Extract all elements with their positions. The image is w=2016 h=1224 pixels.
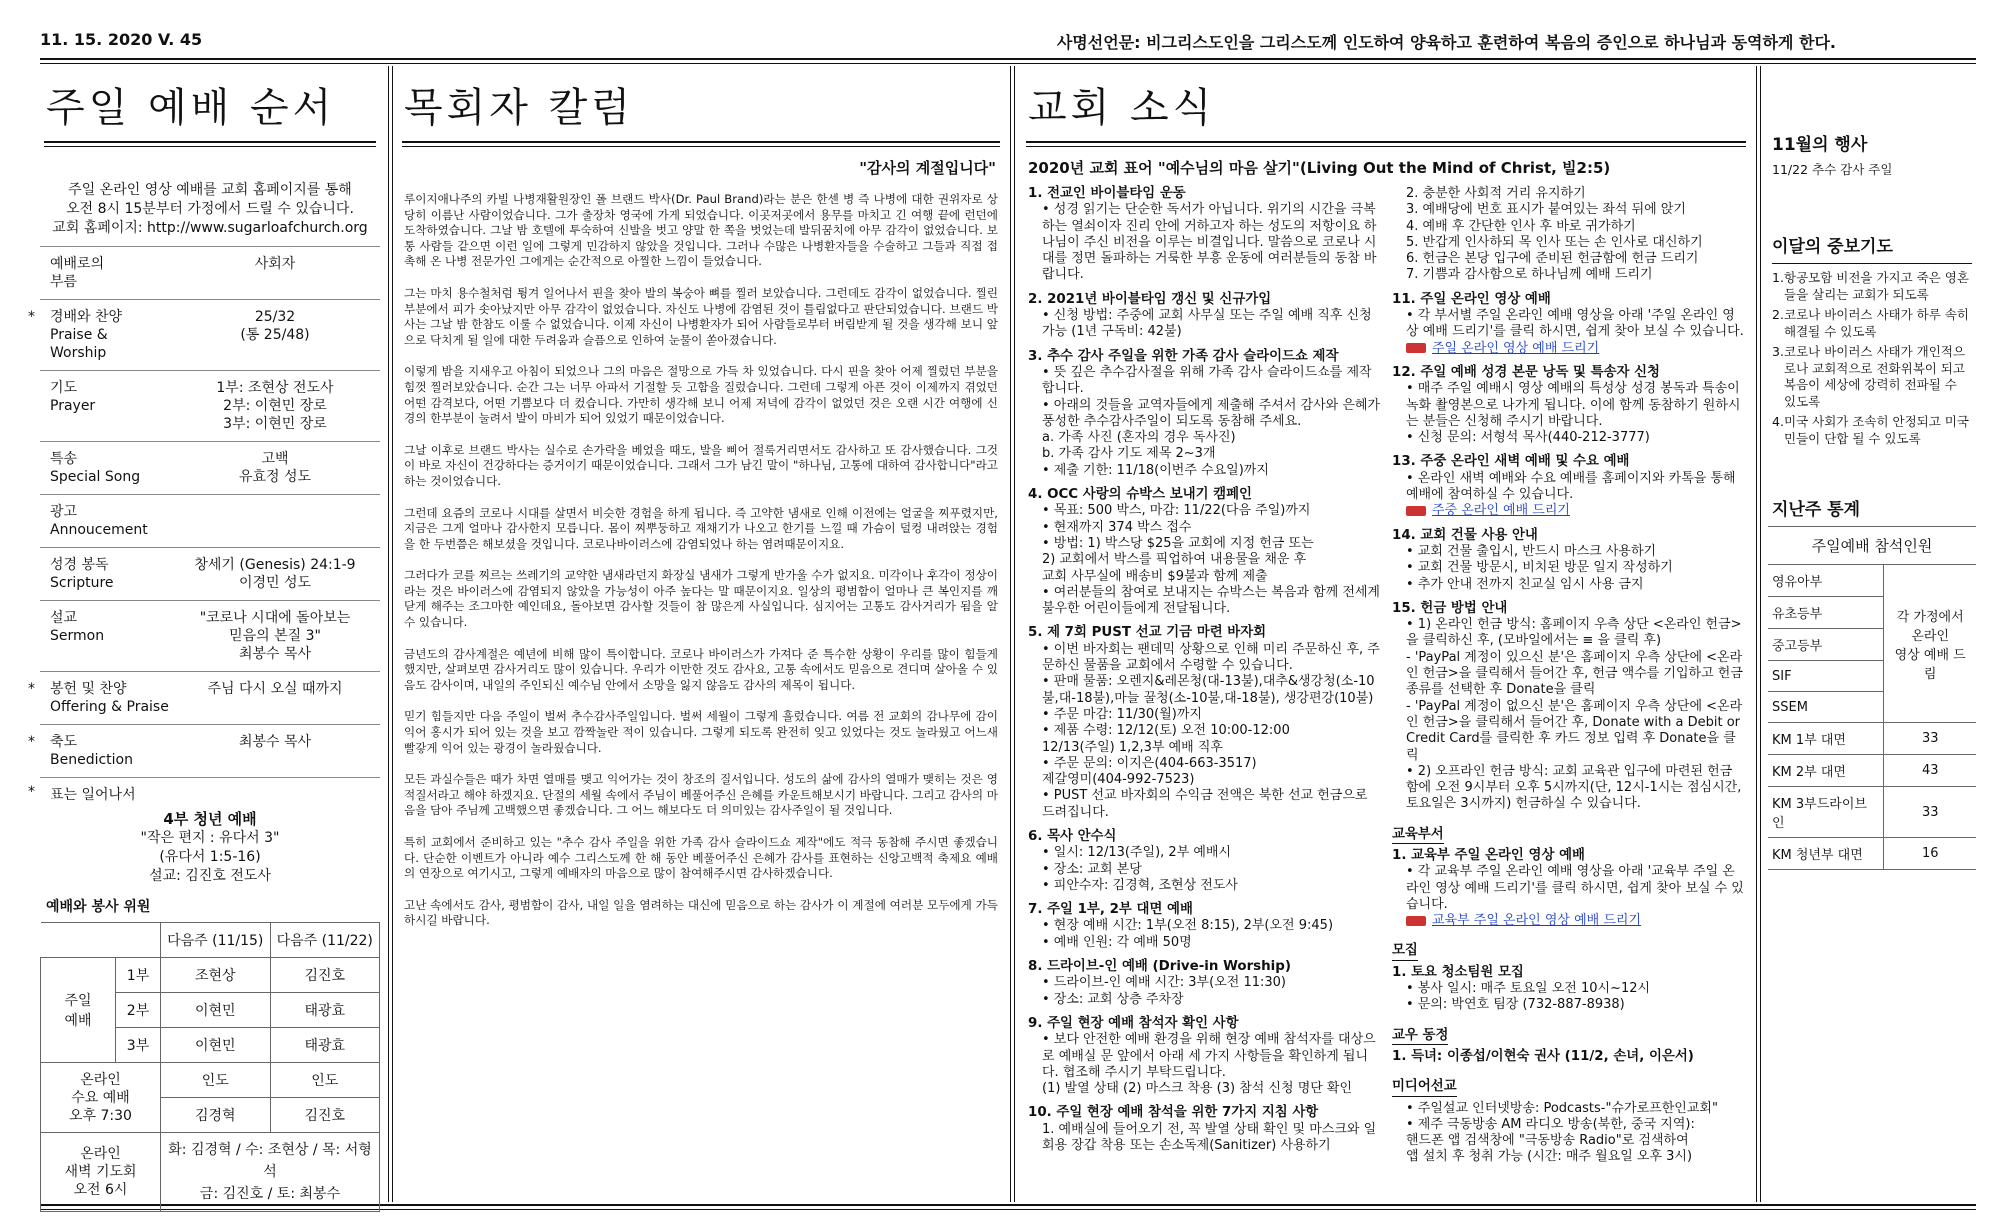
prayer-number: 4. [1772, 414, 1784, 429]
news-item [1028, 292, 1380, 341]
news-item-title: 3. 추수 감사 주일을 위한 가족 감사 슬라이드쇼 제작 [1028, 348, 1339, 364]
arrow-icon [1406, 343, 1426, 353]
table-group: 온라인 새벽 기도회 오전 6시 [41, 1133, 161, 1212]
news-item [1392, 1049, 1744, 1065]
news-item [1028, 902, 1380, 951]
top-rule [40, 58, 1976, 64]
news-item-title: 10. 주일 현장 예배 참석을 위한 7가지 지침 사항 [1028, 1105, 1319, 1121]
news-item-body: • 목표: 500 박스, 마감: 11/22(다음 주일)까지 • 현재까지 374 박스 접수 • 방법: 1) 박스당 $25을 교회에 지정 헌금 또는 2) 교회에서 박스를 픽업하여 내용물을 채운 후 교회 사무실에 배송비 $9불과 함께 제출 • 여러분들의 참여로 보내지는 슈박스는 복음과 함께 전세계 불우한 어린이들에게 전달됩니다. [1042, 503, 1380, 617]
attendance-label: KM 1부 대면 [1768, 723, 1884, 755]
prayer-text: 코로나 바이러스 사태가 하루 속히 해결될 수 있도록 [1784, 307, 1969, 339]
note-text: 표는 일어나서 [50, 787, 136, 803]
column-paragraph: 금년도의 감사계절은 예년에 비해 많이 특이합니다. 코로나 바이러스가 가져다 준 특수한 상황이 우리를 많이 힘들게 했지만, 살펴보면 감사거리도 많이 있습니다. 우리가 이만한 것도 감사요, 고통 속에서도 믿음으로 견디며 살아올 수 있음도 감사이며, 내일의 주인되신 예수님 안에서 소망을 잃지 않음도 감사의 제목이 됩니다. [404, 646, 998, 692]
column-paragraph: 특히 교회에서 준비하고 있는 "추수 감사 주일을 위한 가족 감사 슬라이드쇼 제작"에도 적극 동참해 주시면 좋겠습니다. 단순한 이벤트가 아니라 예수 그리스도께 한 해 동안 베풀어주신 은혜가 감사를 표현하는 신앙고백적 축제요 예배의 연장으로 여기시고, 그렇게 예배자의 마음으로 많이 참여해주시면 감사하겠습니다. [404, 835, 998, 881]
news-item-body: • 보다 안전한 예배 환경을 위해 현장 예배 참석자를 대상으로 예배실 문 앞에서 아래 세 가지 사항들을 확인하게 됩니다. 협조해 주시기 부탁드립니다. (1) 발열 상태 (2) 마스크 착용 (3) 참석 신청 명단 확인 [1042, 1032, 1376, 1097]
news-item [1028, 186, 1380, 284]
column-divider [1010, 66, 1015, 1202]
order-item-name: 기도 Prayer [50, 380, 96, 414]
video-link[interactable] [1392, 503, 1744, 519]
stats-heading: 지난주 통계 [1772, 500, 1861, 520]
order-item-name: 예배로의 부름 [50, 256, 105, 290]
news-item [1028, 625, 1380, 821]
youth-title: 4부 청년 예배 [163, 810, 257, 828]
table-cell: 김진호 [270, 1098, 380, 1133]
news-item-title: 8. 드라이브-인 예배 (Drive-in Worship) [1028, 959, 1291, 975]
attendance-value: 33 [1884, 787, 1976, 838]
church-news-column [1022, 66, 1750, 1202]
news-item [1392, 601, 1744, 813]
event-item: 11/22 추수 감사 주일 [1772, 162, 1893, 177]
news-item-body: • 이번 바자회는 팬데믹 상황으로 인해 미리 주문하신 후, 주문하신 물품을 교회에서 수령할 수 있습니다. • 판매 물품: 오렌지&레몬청(대-13불),대추&생강청(소-10불,대-18불),마늘 꿀청(소-10불,대-18불), 생강편강(10불) • 주문 마감: 11/30(월)까지 • 제품 수령: 12/12(토) 오전 10:00-12:00 12/13(주일) 1,2,3부 예배 직후 • 주문 문의: 이지은(404-663-3517) 제갈영미(404-992-7523) • PUST 선교 바자회의 수익금 전액은 북한 선교 헌금으로 드려집니다. [1042, 641, 1380, 820]
attendance-label: SIF [1768, 661, 1884, 692]
prayer-item [1768, 307, 1976, 344]
news-title: 교회 소식 [1028, 85, 1216, 131]
table-row [1768, 838, 1976, 870]
order-item-name: 경배와 찬양 Praise & Worship [50, 309, 123, 361]
pastor-column [398, 66, 1004, 1202]
prayer-heading: 이달의 중보기도 [1772, 237, 1893, 257]
news-right [1386, 186, 1750, 1166]
news-item-title: 14. 교회 건물 사용 안내 [1392, 527, 1538, 543]
news-item-body: • 각 부서별 주일 온라인 예배 영상을 아래 '주일 온라인 영상 예배 드리기'를 클릭 하시면, 쉽게 찾아 보실 수 있습니다. [1406, 308, 1744, 340]
link-label: 주일 온라인 영상 예배 드리기 [1432, 340, 1600, 356]
prayer-item [1768, 270, 1976, 307]
youth-scripture: (유다서 1:5-16) [159, 849, 261, 865]
news-item-body: • 매주 주일 예배시 영상 예배의 특성상 성경 봉독과 특송이 녹화 촬영본으로 나가게 됩니다. 이에 함께 동참하기 원하시는 분들은 신청해 주시기 바랍니다. • 신청 문의: 서형석 목사(440-212-3777) [1406, 381, 1741, 446]
news-item [1028, 959, 1380, 1008]
news-item-title: 7. 주일 1부, 2부 대면 예배 [1028, 902, 1193, 918]
news-right-items [1392, 292, 1744, 813]
column-paragraph: 루이지애나주의 카빌 나병재활원장인 폴 브랜드 박사(Dr. Paul Brand)라는 분은 한센 병 즉 나병에 대한 권위자로 상당히 이름난 사람이었습니다. 그가 출장차 영국에 가게 되었습니다. 이곳저곳에서 용무를 마치고 긴 여행 끝에 런던에 도착하였습니다. 그날 밤 호텔에 투숙하여 신발을 벗고 양말 한 쪽을 벗었는데 발뒤꿈치에 아무 감각이 없었습니다. 보통 사람들 같으면 이런 일에 그렇게 민감하지 않았을 것입니다. 그러나 수많은 나병환자들을 수술하고 그들과 직접 접촉해 온 나병 전문가인 그에게는 순간적으로 아찔한 느낌이 들었습니다. [404, 192, 998, 269]
order-row [40, 247, 380, 300]
prayer-number: 2. [1772, 307, 1784, 322]
table-cell [41, 923, 161, 958]
star-marker: * [28, 734, 35, 750]
order-list [28, 246, 380, 778]
table-row [1768, 787, 1976, 838]
news-item-title: 1. 교육부 주일 온라인 영상 예배 [1392, 847, 1585, 863]
column-body [398, 192, 1004, 929]
standing-note [28, 778, 380, 810]
order-row [28, 725, 380, 778]
attendance-label: 유초등부 [1768, 597, 1884, 629]
section-heading: 모집 [1392, 943, 1418, 960]
news-item-body: • 봉사 일시: 매주 토요일 오전 10시~12시 • 문의: 박연호 팀장 (732-887-8938) [1406, 981, 1651, 1013]
news-item-body: 1. 예배실에 들어오기 전, 꼭 발열 상태 확인 및 마스크와 일회용 장갑 착용 또는 손소독제(Sanitizer) 사용하기 [1042, 1121, 1377, 1154]
table-cell: 3부 [116, 1028, 161, 1063]
order-item-name: 축도 Benediction [50, 734, 133, 768]
table-cell: 인도 [270, 1063, 380, 1098]
news-item-body: • 온라인 새벽 예배와 수요 예배를 홈페이지와 카톡을 통해 예배에 참여하실 수 있습니다. [1406, 470, 1736, 503]
youth-sermon: "작은 편지 : 유다서 3" [140, 830, 280, 846]
news-item [1028, 1105, 1380, 1154]
news-item-title: 4. OCC 사랑의 슈박스 보내기 캠페인 [1028, 487, 1252, 503]
attendance-label: KM 3부드라이브인 [1768, 787, 1884, 838]
news-item-body: • 교회 건물 출입시, 반드시 마스크 사용하기 • 교회 건물 방문시, 비치된 방문 일지 작성하기 • 추가 안내 전까지 친교실 임시 사용 금지 [1406, 543, 1673, 592]
table-cell: 2부 [116, 993, 161, 1028]
online-intro [44, 181, 376, 238]
attendance-label: 영유아부 [1768, 565, 1884, 597]
star-marker: * [28, 681, 35, 697]
prayer-list [1768, 270, 1976, 451]
pastor-column-title: 목회자 칼럼 [404, 85, 634, 131]
column-paragraph: 모든 과실수들은 때가 차면 열매를 맺고 익어가는 것이 창조의 질서입니다. 성도의 삶에 감사의 열매가 맺히는 것은 영적질서라고 해야 하겠지요. 단절의 세월 속에서 주님이 베풀어주신 은혜를 카운트해보시기 바랍니다. 그리고 감사의 마음을 담아 주님께 고백했으면 좋겠습니다. 그 어느 해보다도 더 의미있는 감사주일이 될 것입니다. [404, 772, 998, 818]
news-item-body: • 성경 읽기는 단순한 독서가 아닙니다. 위기의 시간을 극복하는 열쇠이자 진리 안에 거하고자 하는 성도의 저항이요 하나님이 주신 비전을 이루는 비결입니다. 말씀으로 코로나 시대를 정면 돌파하는 거룩한 부흥 운동에 여러분들의 동참 바랍니다. [1042, 202, 1377, 283]
dawn-line: 금: 김진호 / 토: 최봉수 [199, 1186, 341, 1202]
news-item-body: • 신청 방법: 주중에 교회 사무실 또는 주일 예배 직후 신청 가능 (1년 구독비: 42불) [1042, 308, 1372, 340]
worship-order-column [28, 66, 380, 1202]
news-item-title: 15. 헌금 방법 안내 [1392, 600, 1508, 616]
arrow-icon [1406, 506, 1426, 516]
prayer-text: 코로나 바이러스 사태가 개인적으로나 교회적으로 전화위복이 되고 복음이 세상에 강력히 전파될 수 있도록 [1784, 344, 1965, 409]
sidebar-spacer [1768, 178, 1976, 222]
table-cell: 태광효 [270, 1028, 380, 1063]
order-item-name: 설교 Sermon [50, 610, 105, 644]
table-group: 온라인 수요 예배 오후 7:30 [41, 1063, 161, 1133]
prayer-item [1768, 414, 1976, 451]
attendance-label: SSEM [1768, 692, 1884, 723]
order-row [40, 442, 380, 495]
attendance-value: 33 [1884, 723, 1976, 755]
news-item [1392, 454, 1744, 519]
order-item-name: 특송 Special Song [50, 451, 141, 485]
news-item [1392, 848, 1744, 929]
arrow-icon [1406, 916, 1426, 926]
star-marker: * [28, 784, 35, 800]
news-item-title: 1. 전교인 바이블타임 운동 [1028, 186, 1186, 201]
order-item-value [170, 495, 380, 547]
order-item-value: 사회자 [254, 256, 296, 272]
news-item [1028, 487, 1380, 617]
column-paragraph: 믿기 힘들지만 다음 주일이 벌써 추수감사주일입니다. 벌써 세월이 그렇게 흘렀습니다. 여름 전 교회의 감나무에 감이 익어 홍시가 되어 있는 것을 보고 깜짝놀란 적이 있습니다. 그렇게 되도록 완전히 잊고 있었다는 것도 놀라웠고 어느새 빨갛게 익어 있는 광경이 놀라웠습니다. [404, 709, 998, 755]
table-cell: 1부 [116, 958, 161, 993]
news-item [1028, 829, 1380, 894]
order-item-name: 봉헌 및 찬양 Offering & Praise [50, 681, 169, 715]
table-cell [161, 1133, 380, 1212]
sidebar-spacer [1768, 66, 1976, 120]
worship-order-title: 주일 예배 순서 [46, 85, 336, 131]
news-item-body: • 1) 온라인 헌금 방식: 홈페이지 우측 상단 <온라인 헌금>을 클릭하신 후, (모바일에서는 ≡ 을 클릭 후) - 'PayPal 계정이 있으신 분'은 홈페이지 우측 상단에 <온라인 헌금>을 클릭해서 들어간 후, 헌금 액수를 기입하고 헌금 종류를 선택한 후 Donate을 클릭 - 'PayPal 계정이 없으신 분'은 홈페이지 우측 상단에 <온라인 헌금>을 클릭해서 들어간 후, Donate with a Debit or Credit Card를 클릭한 후 카드 정보 입력 후 Donate을 클릭 • 2) 오프라인 헌금 방식: 교회 교육관 입구에 마련된 헌금함에 오전 9시부터 오후 5시까지(단, 12시-1시는 점심시간, 토요일은 3시까지) 헌금하실 수 있습니다. [1406, 617, 1743, 812]
table-header: 다음주 (11/22) [270, 923, 380, 958]
news-left [1022, 186, 1386, 1166]
youth-service [40, 810, 380, 886]
news-item-body: • 뜻 깊은 추수감사절을 위해 가족 감사 슬라이드쇼를 제작합니다. • 아래의 것들을 교역자들에게 제출해 주셔서 감사와 은혜가 풍성한 추수감사주일이 되도록 동참해 주세요. a. 가족 사진 (혼자의 경우 독사진) b. 가족 감사 기도 제목 2~3개 • 제출 기한: 11/18(이번주 수요일)까지 [1042, 364, 1380, 478]
order-row [28, 300, 380, 371]
prayer-item [1768, 344, 1976, 414]
table-cell: 김진호 [270, 958, 380, 993]
news-item [1028, 349, 1380, 479]
news-item [1392, 365, 1744, 446]
service-table [40, 922, 380, 1212]
news-item-title: 11. 주일 온라인 영상 예배 [1392, 291, 1551, 307]
homepage-link[interactable]: 교회 홈페이지: http://www.sugarloafchurch.org [52, 220, 368, 236]
order-item-value: 25/32 (통 25/48) [240, 309, 310, 343]
news-item-body: • 각 교육부 주일 온라인 예배 영상을 아래 '교육부 주일 온라인 영상 예배 드리기'를 클릭 하시면, 쉽게 찾아 보실 수 있습니다. [1406, 864, 1744, 912]
news-item-title: 9. 주일 현장 예배 참석자 확인 사항 [1028, 1015, 1239, 1031]
table-group: 주일 예배 [41, 958, 116, 1063]
news-item-body: • 일시: 12/13(주일), 2부 예배시 • 장소: 교회 본당 • 피안수자: 김경혁, 조현상 전도사 [1042, 845, 1238, 893]
news-item-title: 1. 토요 청소팀원 모집 [1392, 964, 1524, 980]
link-label: 교육부 주일 온라인 영상 예배 드리기 [1432, 913, 1642, 929]
news-item-title: 2. 2021년 바이블타임 갱신 및 신규가입 [1028, 291, 1272, 307]
title-rule [402, 141, 1000, 147]
order-item-value: "코로나 시대에 돌아보는 믿음의 본질 3" 최봉수 목사 [199, 610, 351, 662]
column-paragraph: 그러다가 코를 찌르는 쓰레기의 교약한 냄새라던지 화장실 냄새가 그렇게 반가울 수가 없지요. 미각이나 후각이 정상이라는 것은 바이러스에 감염되지 않았을 가능성이 아주 높다는 말 때문이지요. 일상의 평범함이 얼마나 큰 복인지를 깨닫게 해주는 조그마한 예인데요, 돌아보면 감사할 것들이 참 많은게 사실입니다. 심지어는 고통도 감사거리가 됨을 알 수 있습니다. [404, 568, 998, 630]
column-divider [388, 66, 393, 1202]
order-row [40, 601, 380, 672]
news-item-title: 5. 제 7회 PUST 선교 기금 마련 바자회 [1028, 625, 1267, 641]
order-row [28, 672, 380, 725]
order-item-value: 주님 다시 오실 때까지 [207, 681, 343, 697]
table-row [1768, 565, 1976, 597]
table-cell: 이현민 [161, 1028, 271, 1063]
order-item-value: 1부: 조현상 전도사 2부: 이현민 장로 3부: 이현민 장로 [216, 380, 334, 432]
section-heading: 교육부서 [1392, 827, 1444, 844]
order-item-value: 고백 유효정 성도 [238, 451, 312, 485]
sidebar-column [1768, 66, 1976, 1202]
guideline-list: 2. 충분한 사회적 거리 유지하기 3. 예배당에 번호 표시가 붙여있는 좌석 뒤에 앉기 4. 예배 후 간단한 인사 후 바로 귀가하기 5. 반갑게 인사하되 목 인사 또는 손 인사로 대신하기 6. 헌금은 본당 입구에 준비된 헌금함에 헌금 드리기 7. 기쁨과 감사함으로 하나님께 예배 드리기 [1406, 186, 1703, 283]
youth-preacher: 설교: 김진호 전도사 [149, 868, 271, 884]
link-label: 주중 온라인 예배 드리기 [1432, 503, 1570, 519]
sidebar-spacer [1768, 451, 1976, 485]
attendance-merged: 각 가정에서 온라인 영상 예배 드림 [1884, 565, 1976, 723]
church-theme: 2020년 교회 표어 "예수님의 마음 살기"(Living Out the Mind of Christ, 빌2:5) [1028, 159, 1611, 177]
column-paragraph: 이렇게 밤을 지새우고 아침이 되었으나 그의 마음은 절망으로 가득 차 있었습니다. 다시 핀을 찾아 어제 찔렀던 부분을 힘껏 찔러보았습니다. 순간 그는 너무 아파서 기절할 듯 고함을 질렀습니다. 그런데 그렇게 아픈 것이 이제까지 겪었던 어떤 감격보다, 어떤 기쁨보다 더 컸습니다. 가만히 생각해 보니 어제 저녁에 감각이 없었던 것은 오랜 시간 여행에 신경의 한부분이 눌려서 발이 마비가 되어 있었기 때문이었습니다. [404, 364, 998, 426]
column-subtitle: "감사의 계절입니다" [859, 159, 996, 177]
table-cell: 조현상 [161, 958, 271, 993]
order-item-value: 창세기 (Genesis) 24:1-9 이경민 성도 [194, 557, 356, 591]
divider [1772, 263, 1972, 264]
order-row [40, 548, 380, 601]
section-heading: 미디어선교 [1392, 1079, 1457, 1096]
star-marker: * [28, 309, 35, 325]
news-item-title: 13. 주중 온라인 새벽 예배 및 수요 예배 [1392, 454, 1630, 470]
news-item [1392, 528, 1744, 593]
attendance-label: 중고등부 [1768, 629, 1884, 661]
intro-line: 오전 8시 15분부터 가정에서 드릴 수 있습니다. [66, 201, 354, 217]
mission-statement: 사명선언문: 비그리스도인을 그리스도께 인도하여 양육하고 훈련하여 복음의 증인으로 하나님과 동역하게 한다. [1056, 33, 1836, 52]
column-divider [1756, 66, 1761, 1202]
news-item-body: • 드라이브-인 예배 시간: 3부(오전 11:30) • 장소: 교회 상층 주차장 [1042, 975, 1286, 1007]
service-committee-title: 예배와 봉사 위원 [46, 899, 151, 915]
news-item-title: 1. 득녀: 이종섭/이현숙 권사 (11/2, 손녀, 이은서) [1392, 1048, 1694, 1064]
news-item-title: 6. 목사 안수식 [1028, 828, 1117, 844]
title-rule [44, 141, 376, 147]
prayer-text: 미국 사회가 조속히 안정되고 미국민들이 단합 될 수 있도록 [1784, 414, 1969, 446]
attendance-value: 43 [1884, 755, 1976, 787]
table-cell: 김경혁 [161, 1098, 271, 1133]
dawn-line: 화: 김경혁 / 수: 조현상 / 목: 서형석 [168, 1142, 372, 1180]
order-item-value: 최봉수 목사 [238, 734, 312, 750]
news-item [1392, 292, 1744, 357]
table-cell: 이현민 [161, 993, 271, 1028]
issue-date: 11. 15. 2020 V. 45 [40, 30, 203, 49]
title-rule [1026, 141, 1746, 147]
intro-line: 주일 온라인 영상 예배를 교회 홈페이지를 통해 [68, 182, 352, 198]
prayer-number: 3. [1772, 344, 1784, 359]
attendance-heading: 주일예배 참석인원 [1768, 526, 1976, 565]
table-row [1768, 755, 1976, 787]
table-cell: 인도 [161, 1063, 271, 1098]
column-paragraph: 그날 이후로 브랜드 박사는 실수로 손가락을 베었을 때도, 발을 삐어 절룩거리면서도 감사하고 또 감사했습니다. 그것이 바로 자신이 건강하다는 증거이기 때문이었습니다. 그래서 그가 남긴 말이 "하나님, 고통에 대하여 감사합니다"라고 하는 것이었습니다. [404, 442, 998, 488]
order-item-name: 성경 봉독 Scripture [50, 557, 114, 591]
table-row [1768, 723, 1976, 755]
order-row [40, 495, 380, 548]
order-item-name: 광고 Annoucement [50, 504, 148, 538]
column-paragraph: 그런데 요즘의 코로나 시대를 살면서 비슷한 경험을 하게 됩니다. 즉 고약한 냄새로 인해 이전에는 얼굴을 찌푸렸지만, 지금은 그게 얼마나 감사한지 모릅니다. 몸이 찌뿌둥하고 재채기가 나오고 한기를 느낄 때 가슴이 덜컹 내려앉는 경험을 한 두번쯤은 해보셨을 것입니다. 코로나바이러스에 감염되었나 하는 염려때문이지요. [404, 505, 998, 551]
media-mission-body: • 주일설교 인터넷방송: Podcasts-"슈가로프한인교회" • 제주 극동방송 AM 라디오 방송(북한, 중국 지역): 핸드폰 앱 검색창에 "극동방송 Radio"로 검색하여 앱 설치 후 청취 가능 (시간: 매주 월요일 오후 3시) [1406, 1100, 1718, 1165]
video-link[interactable] [1392, 341, 1744, 357]
prayer-text: 항공모함 비전을 가지고 죽은 영혼들을 살리는 교회가 되도록 [1784, 270, 1969, 302]
column-paragraph: 그는 마치 용수철처럼 튕겨 일어나서 핀을 찾아 발의 복숭아 뼈를 찔러 보았습니다. 그런데도 감각이 없었습니다. 찔린 부분에서 피가 솟아났지만 아무 감각이 없었습니다. 자신도 나병에 감염된 것이 틀림없다고 판단되었습니다. 브랜드 박사는 그날 밤 한참도 이룰 수 없었습니다. 이제 자신이 나병환자가 되어 사람들로부터 버림받게 될 것을 생각해 보니 앞으로 닥치게 될 일에 대한 두려움과 슬픔으로 인하여 눈물이 쏟아졌습니다. [404, 285, 998, 347]
header-bar [0, 0, 2016, 62]
news-item-title: 12. 주일 예배 성경 본문 낭독 및 특송자 신청 [1392, 364, 1660, 380]
news-item [1028, 1016, 1380, 1097]
events-heading: 11월의 행사 [1772, 135, 1868, 155]
table-header: 다음주 (11/15) [161, 923, 271, 958]
attendance-value: 16 [1884, 838, 1976, 870]
order-row [40, 371, 380, 442]
table-cell: 태광효 [270, 993, 380, 1028]
column-paragraph: 고난 속에서도 감사, 평범함이 감사, 내일 일을 염려하는 대신에 믿음으로 하는 감사가 이 계절에 여러분 모두에게 가득하시길 바랍니다. [404, 897, 998, 928]
attendance-table [1768, 565, 1976, 870]
section-heading: 교우 동정 [1392, 1028, 1448, 1045]
prayer-number: 1. [1772, 270, 1784, 285]
edu-video-link[interactable] [1392, 913, 1744, 929]
news-item-body: • 현장 예배 시간: 1부(오전 8:15), 2부(오전 9:45) • 예배 인원: 각 예배 50명 [1042, 918, 1334, 950]
attendance-label: KM 청년부 대면 [1768, 838, 1884, 870]
news-item [1392, 965, 1744, 1014]
attendance-label: KM 2부 대면 [1768, 755, 1884, 787]
